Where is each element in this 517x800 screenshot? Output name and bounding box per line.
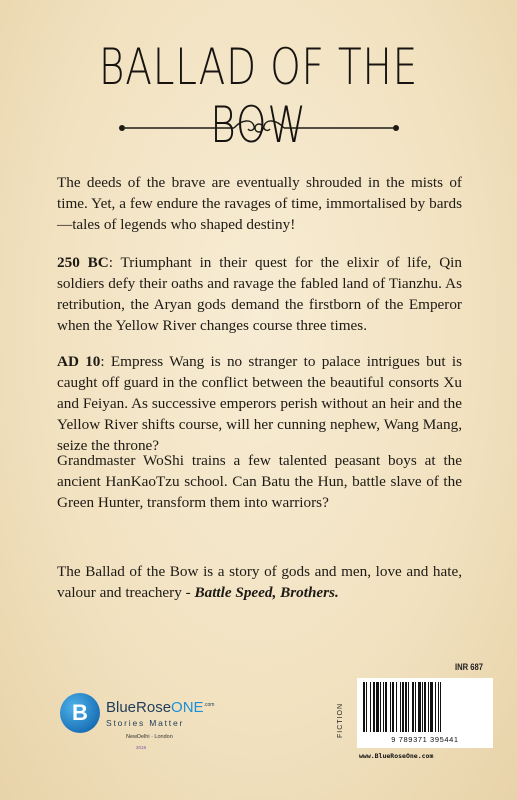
book-title: BALLAD OF THE BOW: [98, 38, 419, 154]
ad-text: : Empress Wang is no stranger to palace intrigues but is caught off guard in the conflict between the beautiful consorts Xu and Feiyan. As successive emperors perish without an heir and the Yellow River shifts course, will her cunning nephew, Wang Mang, seize the throne?: [57, 353, 462, 455]
publisher-name-part1: BlueRose: [106, 699, 172, 716]
barcode-bar: [370, 682, 371, 732]
barcode-bar: [402, 682, 404, 732]
barcode-bar: [366, 682, 367, 732]
barcode-bar: [430, 682, 433, 732]
grandmaster-paragraph: Grandmaster WoShi trains a few talented peasant boys at the ancient HanKaoTzu school. Can Batu the Hun, battle slave of the Green Hunter, transform them into warriors?: [57, 452, 462, 512]
barcode-bar: [385, 682, 387, 732]
price-label: INR 687: [455, 662, 484, 672]
barcode-bar: [412, 682, 414, 732]
barcode-bar: [438, 682, 439, 732]
barcode-bar: [440, 682, 441, 732]
publisher-website: www.BlueRoseOne.com: [359, 752, 434, 760]
bc-paragraph: [57, 252, 462, 336]
barcode-bar: [400, 682, 401, 732]
ornament-divider: [118, 117, 400, 139]
barcode-bar: [424, 682, 426, 732]
publisher-name-sup: .com: [203, 702, 215, 708]
publisher-tagline: Stories Matter: [106, 718, 185, 728]
barcode-bar: [435, 682, 436, 732]
barcode-bar: [422, 682, 423, 732]
barcode-bar: [390, 682, 391, 732]
barcode-bar: [392, 682, 394, 732]
publisher-logo: [60, 693, 228, 753]
barcode-bar: [396, 682, 397, 732]
isbn-barcode: [357, 678, 493, 748]
barcode-bar: [383, 682, 384, 732]
barcode-bar: [376, 682, 379, 732]
barcode-bar: [373, 682, 375, 732]
ad-paragraph: [57, 351, 462, 456]
publisher-logo-icon: B: [60, 693, 100, 733]
closing-paragraph: [57, 561, 462, 603]
barcode-bar: [363, 682, 365, 732]
publisher-name: [106, 699, 214, 716]
publisher-cities: NewDelhi · London: [126, 734, 173, 740]
closing-text: The Ballad of the Bow is a story of gods and men, love and hate, valour and treachery -: [57, 563, 462, 602]
publisher-trademark: 2019: [136, 745, 147, 750]
barcode-bar: [415, 682, 416, 732]
barcode-bar: [405, 682, 407, 732]
publisher-name-part2: ONE: [171, 699, 204, 716]
barcode-bars: [357, 678, 493, 734]
barcode-bar: [428, 682, 429, 732]
bc-text: : Triumphant in their quest for the elixir of life, Qin soldiers defy their oaths and ravage the fabled land of Tianzhu. As retribution, the Aryan gods demand the firstborn of the Emperor when the Yellow River changes course three times.: [57, 254, 462, 335]
ad-label: AD 10: [57, 353, 101, 371]
genre-label: FICTION: [337, 703, 344, 738]
isbn-digits: 9 789371 395441: [391, 735, 459, 744]
barcode-bar: [418, 682, 421, 732]
barcode-bar: [408, 682, 409, 732]
intro-paragraph: The deeds of the brave are eventually shrouded in the mists of time. Yet, a few endure the ravages of time, immortalised by bards—tales of legends who shaped destiny!: [57, 174, 462, 234]
closing-emphasis: Battle Speed, Brothers.: [194, 584, 339, 602]
barcode-bar: [380, 682, 381, 732]
bc-label: 250 BC: [57, 254, 109, 272]
